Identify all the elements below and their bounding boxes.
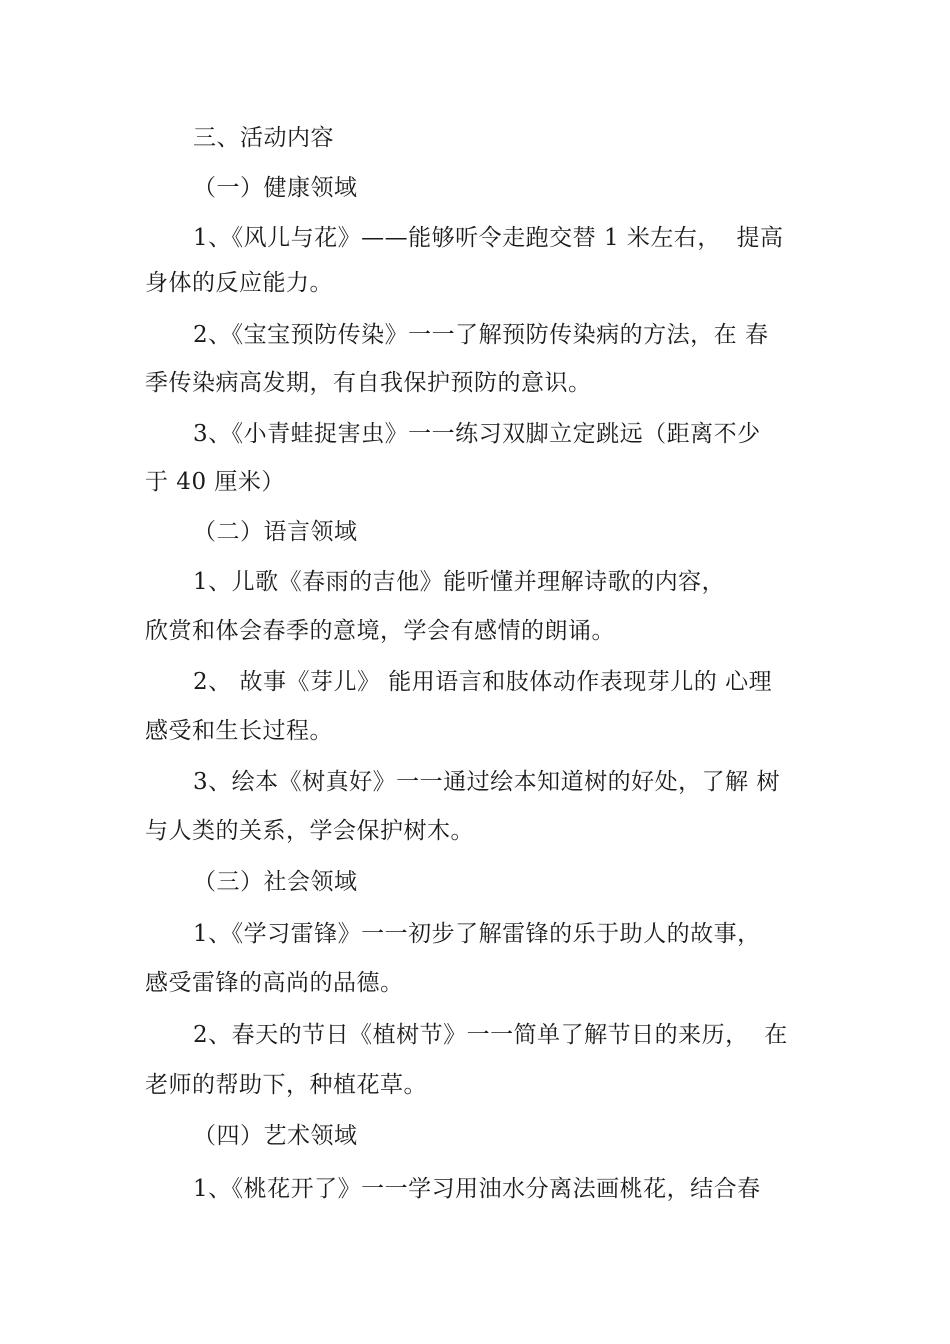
paragraph-line: 老师的帮助下，种植花草。 bbox=[145, 1072, 427, 1098]
paragraph-line: 1、儿歌《春雨的吉他》能听懂并理解诗歌的内容， bbox=[193, 569, 726, 595]
domain-heading-art: （四）艺术领域 bbox=[193, 1123, 358, 1149]
paragraph-line: 感受和生长过程。 bbox=[145, 718, 333, 744]
paragraph-line: 与人类的关系，学会保护树木。 bbox=[145, 818, 474, 844]
paragraph-line: 季传染病高发期，有自我保护预防的意识。 bbox=[145, 370, 592, 396]
paragraph-line: 2、 故事《芽儿》 能用语言和肢体动作表现芽儿的 心理 bbox=[193, 669, 773, 695]
paragraph-line: 1、《桃花开了》一一学习用油水分离法画桃花，结合春 bbox=[193, 1176, 761, 1202]
section-title: 三、活动内容 bbox=[193, 125, 334, 151]
domain-heading-social: （三）社会领域 bbox=[193, 869, 358, 895]
domain-heading-language: （二）语言领域 bbox=[193, 519, 358, 545]
paragraph-line: 3、绘本《树真好》一一通过绘本知道树的好处，了解 树 bbox=[193, 769, 780, 795]
paragraph-line: 身体的反应能力。 bbox=[145, 270, 333, 296]
paragraph-line: 欣赏和体会春季的意境，学会有感情的朗诵。 bbox=[145, 618, 615, 644]
paragraph-line: 于 40 厘米） bbox=[145, 469, 285, 495]
paragraph-line: 3、《小青蛙捉害虫》一一练习双脚立定跳远（距离不少 bbox=[193, 421, 761, 447]
domain-heading-health: （一）健康领域 bbox=[193, 175, 358, 201]
paragraph-line: 2、春天的节日《植树节》一一简单了解节日的来历， 在 bbox=[193, 1022, 788, 1048]
paragraph-line: 2、《宝宝预防传染》一一了解预防传染病的方法，在 春 bbox=[193, 322, 769, 348]
paragraph-line: 1、《风儿与花》——能够听令走跑交替 1 米左右， 提高 bbox=[193, 225, 784, 251]
paragraph-line: 感受雷锋的高尚的品德。 bbox=[145, 970, 404, 996]
paragraph-line: 1、《学习雷锋》一一初步了解雷锋的乐于助人的故事， bbox=[193, 921, 761, 947]
